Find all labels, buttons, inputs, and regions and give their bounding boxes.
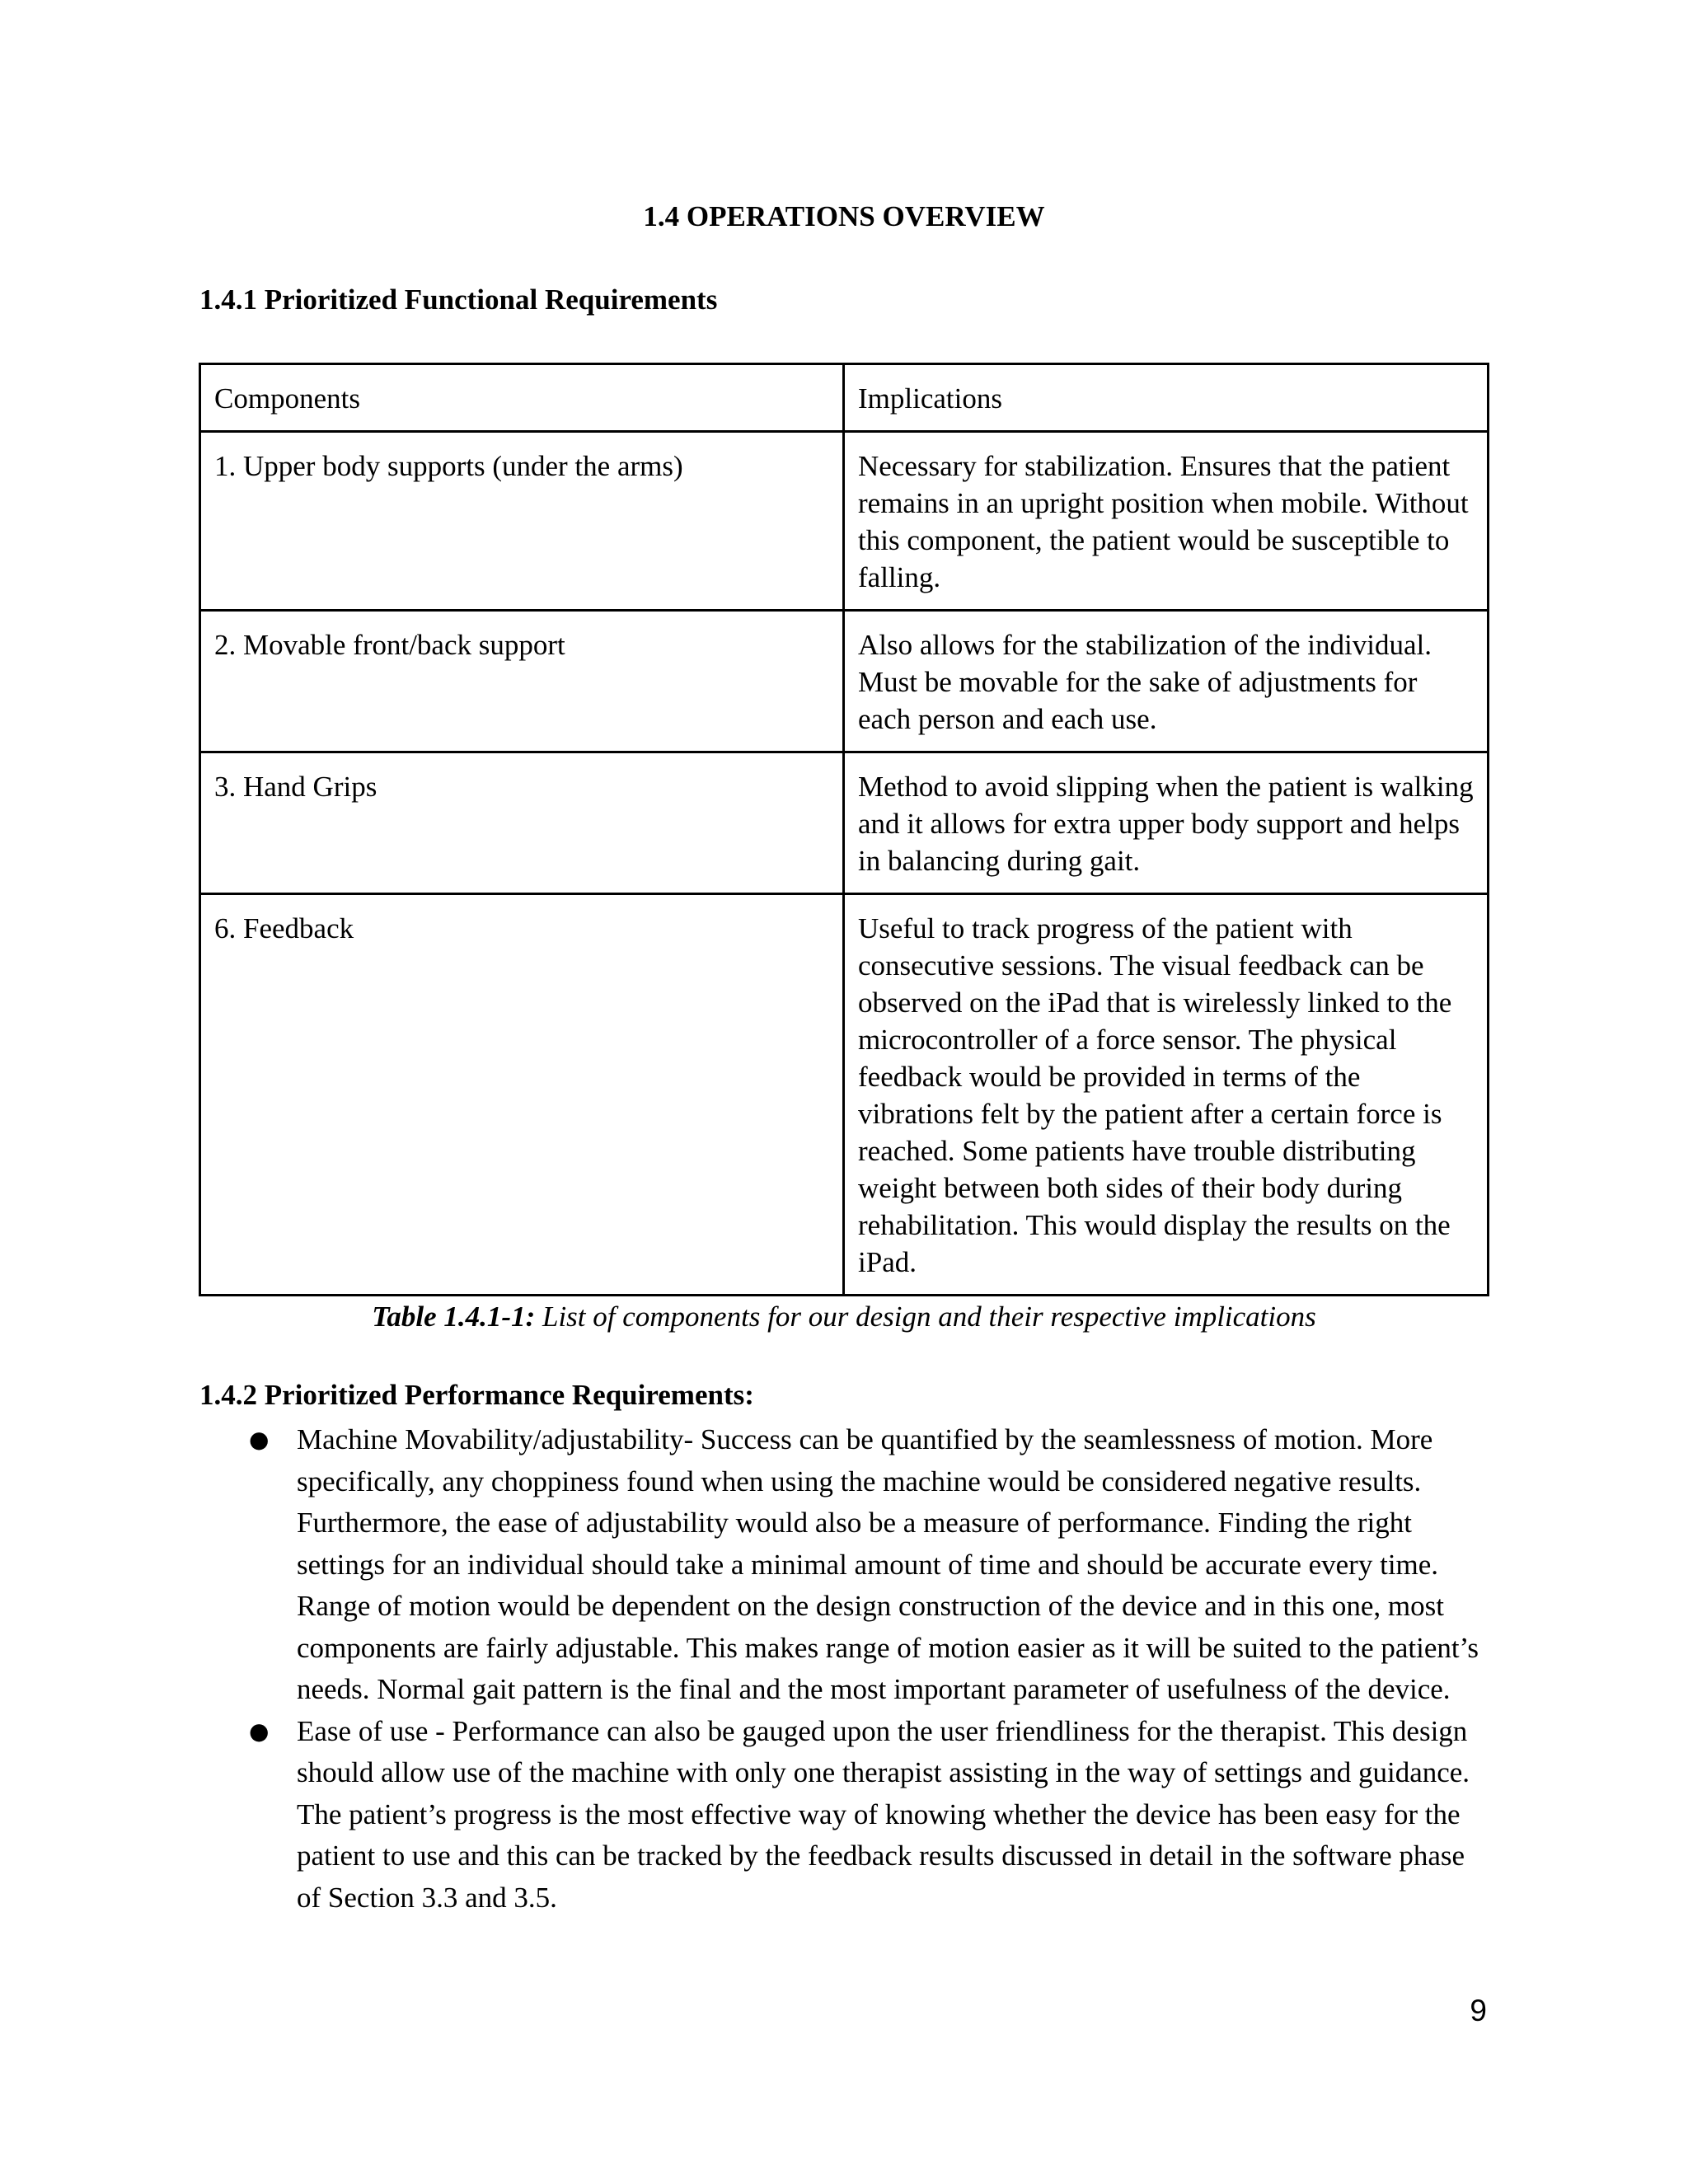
bullet-icon: ● — [249, 1717, 270, 1745]
implication-cell: Necessary for stabilization. Ensures that the patient remains in an upright position when mobile. Without this component, the patient would be susceptible to falling. — [844, 432, 1489, 611]
functional-requirements-heading: 1.4.1 Prioritized Functional Requirements — [199, 284, 718, 316]
table-header-row — [200, 364, 1489, 432]
table-caption-text: List of components for our design and their respective implications — [535, 1301, 1316, 1333]
implication-cell: Also allows for the stabilization of the individual. Must be movable for the sake of adjustments for each person and each use. — [844, 611, 1489, 752]
component-cell: 6. Feedback — [200, 894, 844, 1296]
table-caption — [0, 1300, 1688, 1334]
page-number: 9 — [1470, 1994, 1487, 2027]
table-row — [200, 611, 1489, 752]
implication-cell: Useful to track progress of the patient with consecutive sessions. The visual feedback can be observed on the iPad that is wirelessly linked to the microcontroller of a force sensor. The physical feedback would be provided in terms of the vibrations felt by the patient after a certain force is reached. Some patients have trouble distributing weight between both sides of their body during rehabilitation. This would display the results on the iPad. — [844, 894, 1489, 1296]
components-table — [199, 363, 1489, 1296]
column-header-components: Components — [200, 364, 844, 432]
table-caption-label: Table 1.4.1-1: — [372, 1301, 536, 1333]
component-cell: 2. Movable front/back support — [200, 611, 844, 752]
list-item — [199, 1419, 1487, 1711]
table-row — [200, 894, 1489, 1296]
list-item-text: Machine Movability/adjustability- Success can be quantified by the seamlessness of motion. More specifically, any choppiness found when using the machine would be considered negative results. Furthermore, the ease of adjustability would also be a measure of performance. Finding the right settings for an individual should take a minimal amount of time and should be accurate every time. Range of motion would be dependent on the design construction of the device and in this one, most components are fairly adjustable. This makes range of motion easier as it will be suited to the patient’s needs. Normal gait pattern is the final and the most important parameter of usefulness of the device. — [297, 1423, 1479, 1705]
column-header-implications: Implications — [844, 364, 1489, 432]
performance-requirements-heading: 1.4.2 Prioritized Performance Requirements: — [199, 1379, 754, 1411]
implication-cell: Method to avoid slipping when the patient is walking and it allows for extra upper body support and helps in balancing during gait. — [844, 752, 1489, 894]
performance-requirements-list — [199, 1419, 1487, 1919]
list-item — [199, 1711, 1487, 1919]
component-cell: 1. Upper body supports (under the arms) — [200, 432, 844, 611]
table-row — [200, 432, 1489, 611]
table-row — [200, 752, 1489, 894]
bullet-icon: ● — [249, 1426, 270, 1453]
section-title: 1.4 OPERATIONS OVERVIEW — [643, 200, 1045, 232]
list-item-text: Ease of use - Performance can also be gauged upon the user friendliness for the therapist. This design should allow use of the machine with only one therapist assisting in the way of settings and guidance. The patient’s progress is the most effective way of knowing whether the device has been easy for the patient to use and this can be tracked by the feedback results discussed in detail in the software phase of Section 3.3 and 3.5. — [297, 1714, 1470, 1914]
component-cell: 3. Hand Grips — [200, 752, 844, 894]
